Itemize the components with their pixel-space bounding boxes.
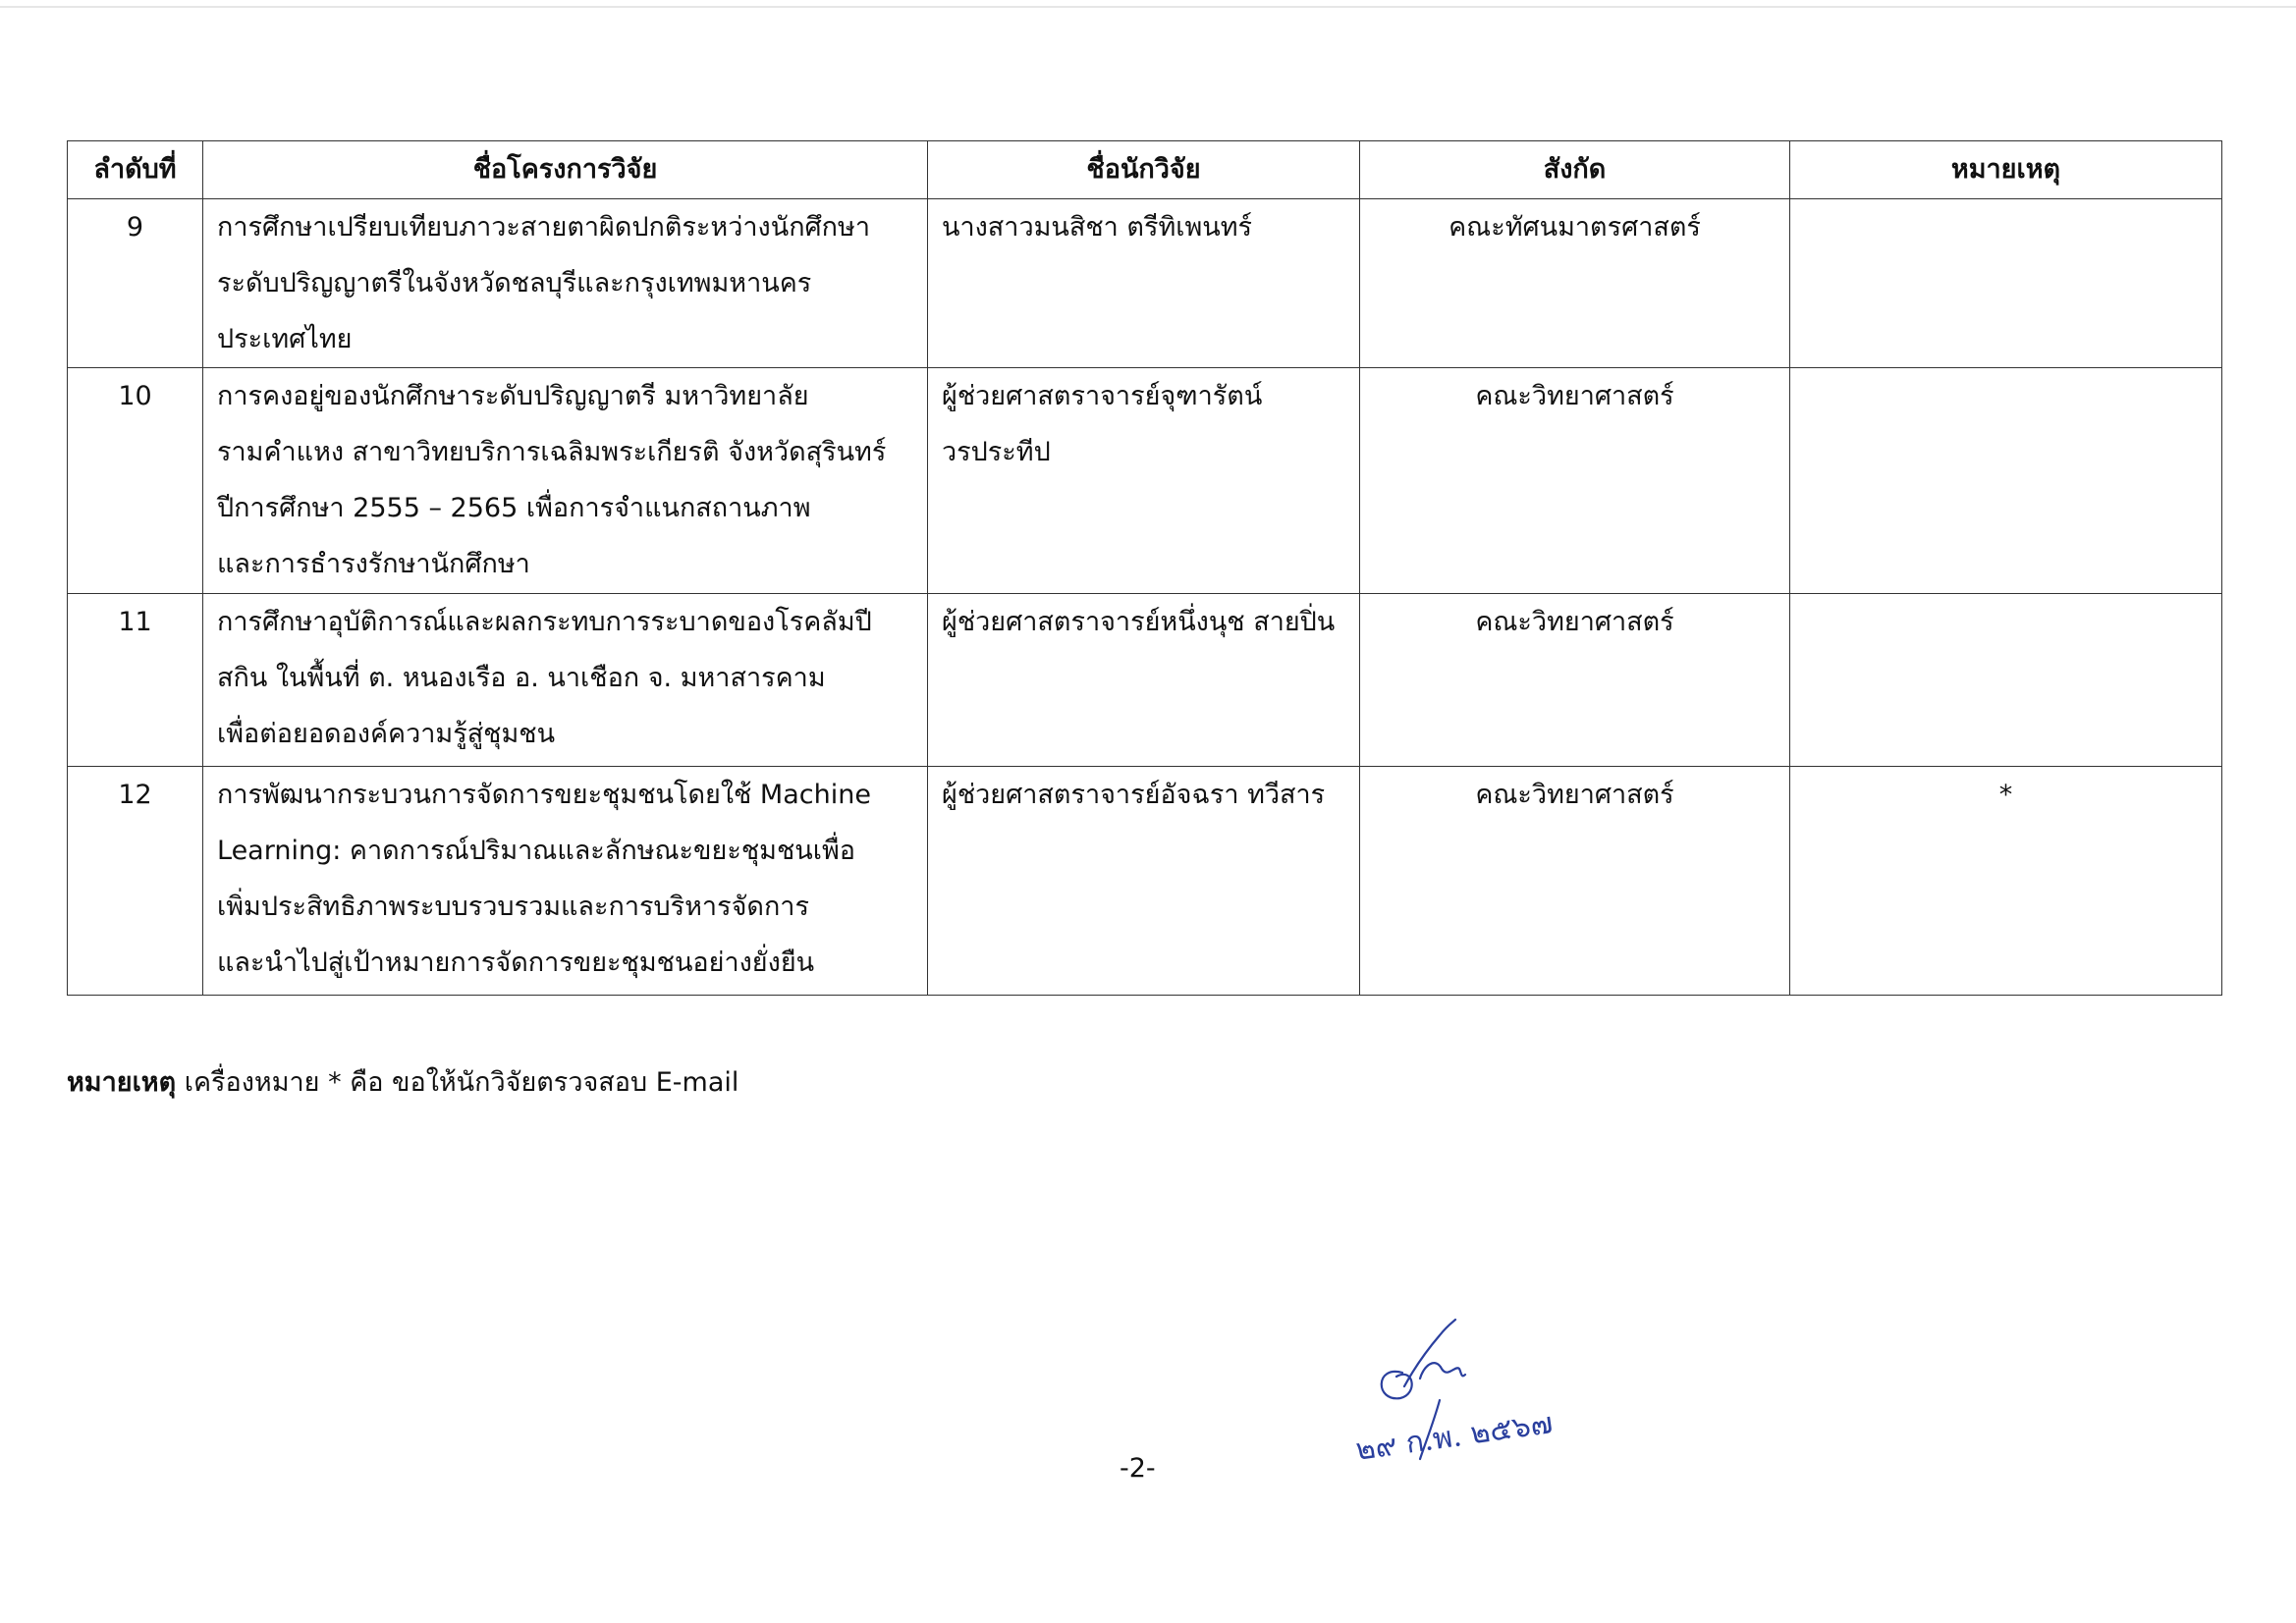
- table-row: [68, 594, 2222, 767]
- project-title-line: และนำไปสู่เป้าหมายการจัดการขยะชุมชนอย่างยั่งยืน: [217, 947, 815, 978]
- top-divider: [0, 6, 2296, 8]
- table-row: [68, 199, 2222, 368]
- table-row: [68, 368, 2222, 594]
- project-title-line: เพิ่มประสิทธิภาพระบบรวบรวมและการบริหารจัดการ: [217, 892, 809, 922]
- affiliation: คณะทัศนมาตรศาสตร์: [1360, 199, 1790, 368]
- signature-date: ๒๙ ก.พ. ๒๕๖๗: [1353, 1406, 1556, 1468]
- footnote: [67, 1060, 738, 1103]
- header-researcher: ชื่อนักวิจัย: [928, 141, 1360, 199]
- affiliation: คณะวิทยาศาสตร์: [1360, 767, 1790, 996]
- footnote-label: หมายเหตุ: [67, 1067, 177, 1098]
- page-number: -2-: [1120, 1453, 1156, 1484]
- project-title: [203, 199, 928, 368]
- row-number: 11: [68, 594, 203, 767]
- remark: [1790, 368, 2222, 594]
- project-title-line: การศึกษาอุบัติการณ์และผลกระทบการระบาดของโรคลัมปี: [217, 607, 872, 637]
- remark: [1790, 199, 2222, 368]
- affiliation: คณะวิทยาศาสตร์: [1360, 594, 1790, 767]
- project-title-line: การศึกษาเปรียบเทียบภาวะสายตาผิดปกติระหว่างนักศึกษา: [217, 212, 870, 243]
- header-project: ชื่อโครงการวิจัย: [203, 141, 928, 199]
- table-header-row: [68, 141, 2222, 199]
- project-title-line: เพื่อต่อยอดองค์ความรู้สู่ชุมชน: [217, 719, 556, 749]
- project-title: [203, 767, 928, 996]
- row-number: 9: [68, 199, 203, 368]
- project-title-line: ปีการศึกษา 2555 – 2565 เพื่อการจำแนกสถานภาพ: [217, 493, 811, 523]
- project-title-line: ระดับปริญญาตรีในจังหวัดชลบุรีและกรุงเทพมหานคร: [217, 268, 812, 298]
- researcher-name: [928, 767, 1360, 996]
- project-title-line: การคงอยู่ของนักศึกษาระดับปริญญาตรี มหาวิทยาลัย: [217, 381, 809, 411]
- project-title-line: และการธำรงรักษานักศึกษา: [217, 549, 530, 579]
- header-order: ลำดับที่: [68, 141, 203, 199]
- researcher-name-line: ผู้ช่วยศาสตราจารย์หนึ่งนุช สายปิ่น: [942, 607, 1336, 637]
- project-title: [203, 368, 928, 594]
- row-number: 12: [68, 767, 203, 996]
- footnote-text: เครื่องหมาย * คือ ขอให้นักวิจัยตรวจสอบ E-mail: [176, 1067, 739, 1098]
- remark: *: [1790, 767, 2222, 996]
- research-project-table: [67, 140, 2222, 996]
- remark: [1790, 594, 2222, 767]
- header-affiliation: สังกัด: [1360, 141, 1790, 199]
- researcher-name: [928, 368, 1360, 594]
- table-row: [68, 767, 2222, 996]
- project-title-line: การพัฒนากระบวนการจัดการขยะชุมชนโดยใช้ Machine: [217, 780, 871, 810]
- project-title-line: สกิน ในพื้นที่ ต. หนองเรือ อ. นาเชือก จ. มหาสารคาม: [217, 663, 826, 693]
- researcher-name-line: วรประทีป: [942, 437, 1051, 467]
- header-remark: หมายเหตุ: [1790, 141, 2222, 199]
- project-title: [203, 594, 928, 767]
- researcher-name-line: ผู้ช่วยศาสตราจารย์จุฑารัตน์: [942, 381, 1263, 411]
- researcher-name: [928, 199, 1360, 368]
- researcher-name: [928, 594, 1360, 767]
- affiliation: คณะวิทยาศาสตร์: [1360, 368, 1790, 594]
- project-title-line: รามคำแหง สาขาวิทยบริการเฉลิมพระเกียรติ จังหวัดสุรินทร์: [217, 437, 887, 467]
- row-number: 10: [68, 368, 203, 594]
- researcher-name-line: นางสาวมนสิชา ตรีทิเพนทร์: [942, 212, 1253, 243]
- researcher-name-line: ผู้ช่วยศาสตราจารย์อัจฉรา ทวีสาร: [942, 780, 1326, 810]
- project-title-line: Learning: คาดการณ์ปริมาณและลักษณะขยะชุมชนเพื่อ: [217, 836, 855, 866]
- project-title-line: ประเทศไทย: [217, 324, 353, 354]
